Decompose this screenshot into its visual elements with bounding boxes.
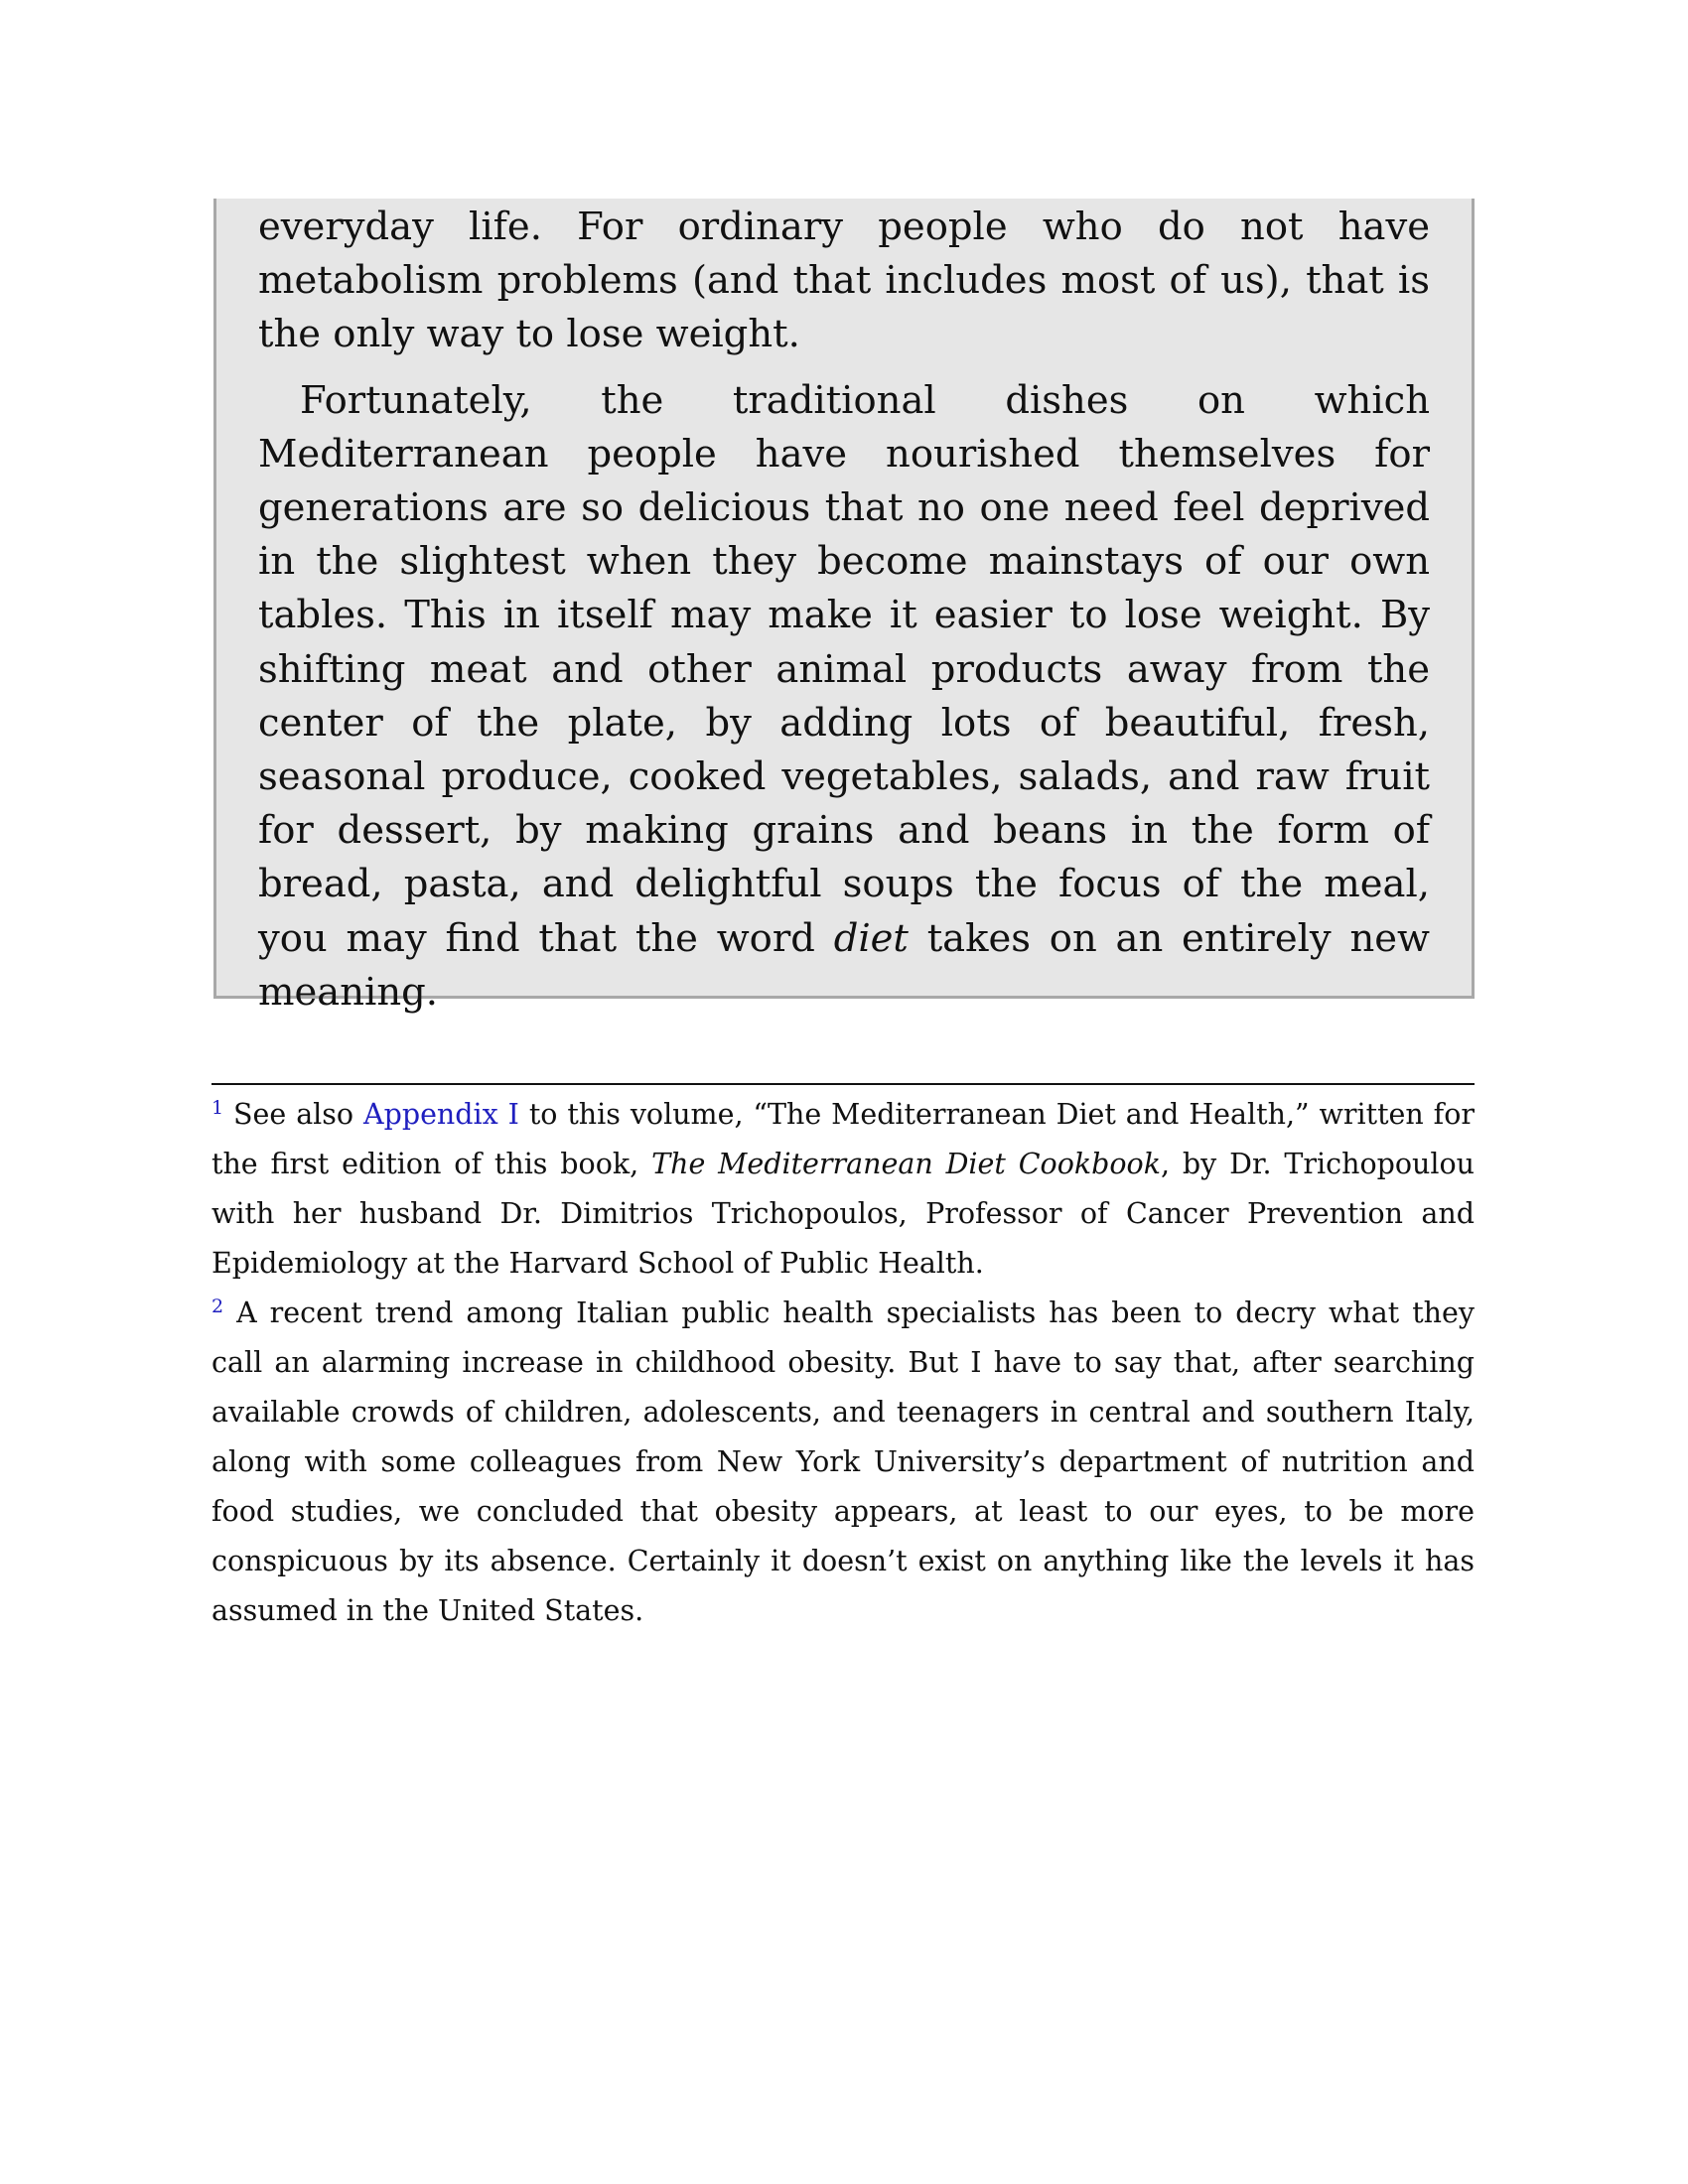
sidebar-paragraph bbox=[258, 374, 1430, 1020]
footnote-marker[interactable]: 1 bbox=[211, 1097, 224, 1119]
footnotes-section bbox=[211, 1090, 1475, 1636]
footnote-1 bbox=[211, 1090, 1475, 1289]
footnote-text: to this volume, “The Mediterranean Diet and Health,” written for the first edition of this book, bbox=[211, 1098, 1475, 1180]
emphasis-text: diet bbox=[833, 915, 909, 961]
sidebar-text: takes on an entirely new meaning. bbox=[258, 915, 1430, 1015]
sidebar-text: Fortunately, the traditional dishes on which Mediterranean people have nourished themselves for generations are so delicious that no one need feel deprived in the slightest when they become mainstays of our own tables. This in itself may make it easier to lose weight. By shifting meat and other animal products away from the center of the plate, by adding lots of beautiful, fresh, seasonal produce, cooked vegetables, salads, and raw fruit for dessert, by making grains and beans in the form of bread, pasta, and delightful soups the focus of the meal, you may find that the word bbox=[258, 377, 1430, 961]
footnote-text: A recent trend among Italian public health specialists has been to decry what they call an alarming increase in childhood obesity. But I have to say that, after searching available crowds of children, adolescents, and teenagers in central and southern Italy, along with some colleagues from New York University’s department of nutrition and food studies, we concluded that obesity appears, at least to our eyes, to be more conspicuous by its absence. Certainly it doesn’t exist on anything like the levels it has assumed in the United States. bbox=[211, 1297, 1475, 1627]
sidebar-paragraph: everyday life. For ordinary people who do not have metabolism problems (and that includes most of us), that is the only way to lose weight. bbox=[258, 205, 1430, 357]
footnote-2 bbox=[211, 1289, 1475, 1636]
footnote-divider bbox=[211, 1083, 1475, 1085]
book-title: The Mediterranean Diet Cookbook bbox=[651, 1148, 1161, 1180]
footnote-text: , by Dr. Trichopoulou with her husband Dr. Dimitrios Trichopoulos, Professor of Cancer Prevention and Epidemiology at the Harvard School of Public Health. bbox=[211, 1148, 1475, 1280]
footnote-marker[interactable]: 2 bbox=[211, 1296, 224, 1317]
appendix-link[interactable]: Appendix I bbox=[363, 1098, 519, 1131]
sidebar-box bbox=[213, 199, 1475, 1015]
footnote-text: See also bbox=[223, 1098, 363, 1131]
